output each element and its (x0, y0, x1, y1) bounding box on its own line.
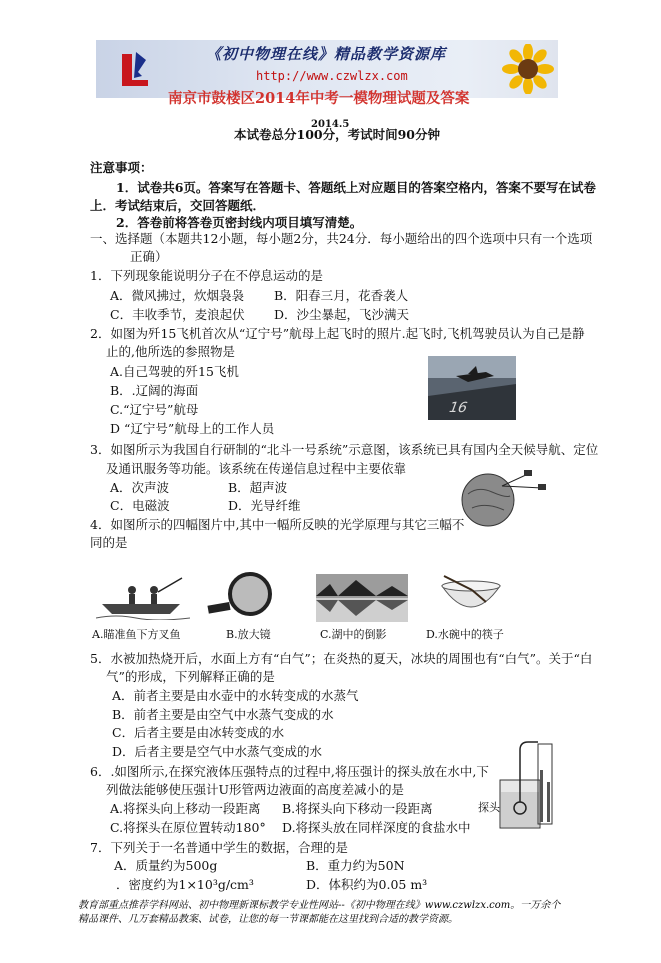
magnifier-image (206, 570, 290, 622)
q6-option-b: B.将探头向下移动一段距离 (282, 801, 433, 816)
q4-caption-a: A.瞄准鱼下方叉鱼 (92, 628, 181, 641)
pressure-gauge-diagram (476, 740, 568, 834)
q2-stem-cont: 止的,他所选的参照物是 (106, 344, 235, 359)
q4-caption-b: B.放大镜 (226, 628, 271, 641)
beidou-globe-diagram (458, 466, 554, 528)
lake-reflection-image (316, 574, 408, 622)
jet-carrier-photo (428, 356, 516, 420)
q7-option-b: B．重力约为50N (306, 858, 405, 873)
q2-option-d: D “辽宁号”航母上的工作人员 (110, 421, 275, 436)
footer-line-1: 教育部重点推荐学科网站、初中物理新课标教学专业性网站--《初中物理在线》www.czwlzx.com。一万余个 (78, 900, 561, 911)
q7-option-c: ．密度约为1×10³g/cm³ (116, 877, 254, 892)
q3-option-d: D．光导纤维 (228, 498, 301, 513)
sunflower-icon (502, 44, 554, 94)
q3-option-a: A．次声波 (110, 480, 170, 495)
q6-stem: 6．.如图所示,在探究液体压强特点的过程中,将压强计的探头放在水中,下 (90, 764, 489, 779)
q1-option-c: C．丰收季节，麦浪起伏 (110, 307, 245, 322)
note-1a: 1．试卷共6页。答案写在答题卡、答题纸上对应题目的答案空格内，答案不要写在试卷 (116, 180, 596, 195)
fishing-boat-image (96, 574, 190, 620)
q6-option-c: C.将探头在原位置转动180° (110, 820, 266, 835)
q2-option-a: A.自己驾驶的歼15飞机 (110, 364, 239, 379)
probe-label: 探头 (478, 801, 500, 814)
q7-option-d: D．体积约为0.05 m³ (306, 877, 428, 892)
q5-option-b: B．前者主要是由空气中水蒸气变成的水 (112, 707, 334, 722)
q2-stem: 2．如图为歼15飞机首次从“辽宁号”航母上起飞时的照片.起飞时,飞机驾驶员认为自己是静 (90, 326, 585, 341)
q1-option-a: A．微风拂过，炊烟袅袅 (110, 288, 245, 303)
section-heading-cont: 正确） (130, 249, 168, 264)
q6-option-d: D.将探头放在同样深度的食盐水中 (282, 820, 471, 835)
q5-option-d: D．后者主要是空气中水蒸气变成的水 (112, 744, 323, 759)
q2-option-b: B．.辽阔的海面 (110, 383, 199, 398)
note-1b: 上．考试结束后，交回答题纸． (90, 198, 266, 213)
q7-stem: 7．下列关于一名普通中学生的数据，合理的是 (90, 840, 348, 855)
section-heading: 一、选择题（本题共12小题，每小题2分，共24分．每小题给出的四个选项中只有一个选项 (90, 231, 593, 246)
q5-option-a: A．前者主要是由水壶中的水转变成的水蒸气 (112, 688, 359, 703)
q6-option-a: A.将探头向上移动一段距离 (110, 801, 261, 816)
q5-stem: 5．水被加热烧开后，水面上方有“白气”；在炎热的夏天，冰块的周围也有“白气”。关于“白 (90, 651, 593, 666)
notes-heading: 注意事项： (90, 160, 153, 175)
q3-stem-cont: 及通讯服务等功能。该系统在传递信息过程中主要依靠 (106, 461, 407, 476)
svg-text:16: 16 (446, 400, 470, 416)
q3-option-c: C．电磁波 (110, 498, 170, 513)
q6-stem-cont: 列做法能够使压强计U形管两边液面的高度差减小的是 (106, 782, 405, 797)
note-2: 2．答卷前将答卷页密封线内项目填写清楚。 (116, 215, 363, 230)
q3-stem: 3．如图所示为我国自行研制的“北斗一号系统”示意图，该系统已具有国内全天候导航、定位 (90, 442, 599, 457)
site-logo-icon (118, 50, 152, 88)
q5-option-c: C．后者主要是由冰转变成的水 (112, 725, 285, 740)
q4-stem-cont: 同的是 (90, 535, 128, 550)
document-title: 南京市鼓楼区2014年中考一模物理试题及答案 (168, 90, 470, 107)
banner-title: 《初中物理在线》精品教学资源库 (206, 45, 447, 63)
q4-stem: 4．如图所示的四幅图片中,其中一幅所反映的光学原理与其它三幅不 (90, 517, 465, 532)
document-subtitle: 本试卷总分100分，考试时间90分钟 (234, 127, 440, 142)
document-date: 2014.5 (311, 119, 350, 130)
q5-stem-cont: 气”的形成，下列解释正确的是 (106, 669, 275, 684)
q3-option-b: B．超声波 (228, 480, 288, 495)
q1-option-d: D．沙尘暴起，飞沙满天 (274, 307, 410, 322)
q1-option-b: B．阳春三月，花香袭人 (274, 288, 409, 303)
q4-caption-d: D.水碗中的筷子 (426, 628, 504, 641)
chopsticks-bowl-image (436, 572, 506, 622)
q2-option-c: C.“辽宁号”航母 (110, 402, 199, 417)
q1-stem: 1．下列现象能说明分子在不停息运动的是 (90, 268, 323, 283)
footer-line-2: 精品课件、几万套精品教案、试卷，让您的每一节课都能在这里找到合适的教学资源。 (78, 914, 458, 925)
banner-url[interactable]: http://www.czwlzx.com (256, 69, 408, 83)
q7-option-a: A．质量约为500g (114, 858, 218, 873)
q4-caption-c: C.湖中的倒影 (320, 628, 387, 641)
